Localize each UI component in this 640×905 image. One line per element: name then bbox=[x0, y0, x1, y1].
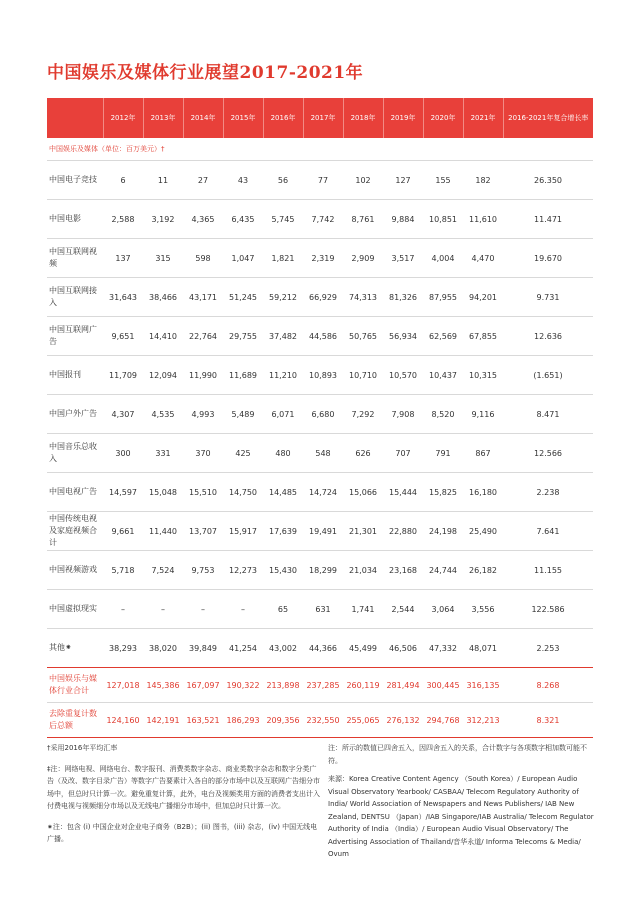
value-cell: 10,710 bbox=[343, 356, 383, 395]
row-label: 中国报刊 bbox=[47, 356, 103, 395]
header-cell: 2014年 bbox=[183, 98, 223, 138]
header-cell: 2020年 bbox=[423, 98, 463, 138]
row-label: 中国虚拟现实 bbox=[47, 590, 103, 629]
value-cell: 22,880 bbox=[383, 512, 423, 551]
row-label: 中国互联网广告 bbox=[47, 317, 103, 356]
value-cell: 19.670 bbox=[503, 239, 593, 278]
header-cell bbox=[47, 98, 103, 138]
value-cell: 12.636 bbox=[503, 317, 593, 356]
value-cell: 312,213 bbox=[463, 703, 503, 738]
value-cell: 5,718 bbox=[103, 551, 143, 590]
table-row bbox=[47, 161, 593, 200]
footnotes-right bbox=[328, 742, 596, 861]
value-cell: 127 bbox=[383, 161, 423, 200]
value-cell: 66,929 bbox=[303, 278, 343, 317]
row-label: 中国视频游戏 bbox=[47, 551, 103, 590]
value-cell: 59,212 bbox=[263, 278, 303, 317]
row-label: 中国户外广告 bbox=[47, 395, 103, 434]
value-cell: 3,064 bbox=[423, 590, 463, 629]
table-row bbox=[47, 629, 593, 668]
value-cell: 9,651 bbox=[103, 317, 143, 356]
value-cell: 15,066 bbox=[343, 473, 383, 512]
value-cell: 7,292 bbox=[343, 395, 383, 434]
footnote: †采用2016年平均汇率 bbox=[47, 744, 118, 752]
value-cell: 4,365 bbox=[183, 200, 223, 239]
value-cell: 19,491 bbox=[303, 512, 343, 551]
value-cell: 10,851 bbox=[423, 200, 463, 239]
value-cell: 791 bbox=[423, 434, 463, 473]
value-cell: 11.155 bbox=[503, 551, 593, 590]
value-cell: 11 bbox=[143, 161, 183, 200]
table-row bbox=[47, 395, 593, 434]
value-cell: 8.471 bbox=[503, 395, 593, 434]
value-cell: 46,506 bbox=[383, 629, 423, 668]
value-cell: 276,132 bbox=[383, 703, 423, 738]
value-cell: 26.350 bbox=[503, 161, 593, 200]
value-cell: 15,510 bbox=[183, 473, 223, 512]
total-row bbox=[47, 668, 593, 703]
value-cell: 14,750 bbox=[223, 473, 263, 512]
value-cell: 14,597 bbox=[103, 473, 143, 512]
value-cell: 11,210 bbox=[263, 356, 303, 395]
value-cell: 232,550 bbox=[303, 703, 343, 738]
value-cell: 122.586 bbox=[503, 590, 593, 629]
row-label: 中国电子竞技 bbox=[47, 161, 103, 200]
value-cell: 3,192 bbox=[143, 200, 183, 239]
value-cell: 2,588 bbox=[103, 200, 143, 239]
value-cell: 14,485 bbox=[263, 473, 303, 512]
value-cell: 56 bbox=[263, 161, 303, 200]
value-cell: 65 bbox=[263, 590, 303, 629]
table-row bbox=[47, 434, 593, 473]
value-cell: 8,761 bbox=[343, 200, 383, 239]
footnote: ⁕注：包含 (i) 中国企业对企业电子商务（B2B）；(ii) 图书，(iii) 杂志，(iv) 中国无线电广播。 bbox=[47, 822, 318, 843]
footnote: 注：所示的数值已四舍五入，因四舍五入的关系，合计数字与各项数字相加数可能不符。 bbox=[328, 744, 587, 765]
value-cell: 15,444 bbox=[383, 473, 423, 512]
value-cell: 4,535 bbox=[143, 395, 183, 434]
table-row bbox=[47, 356, 593, 395]
value-cell: (1.651) bbox=[503, 356, 593, 395]
value-cell: 22,764 bbox=[183, 317, 223, 356]
value-cell: 14,410 bbox=[143, 317, 183, 356]
header-cell: 2019年 bbox=[383, 98, 423, 138]
value-cell: 9,753 bbox=[183, 551, 223, 590]
table-header-row bbox=[47, 98, 593, 138]
value-cell: 12.566 bbox=[503, 434, 593, 473]
value-cell: 2.253 bbox=[503, 629, 593, 668]
value-cell: 2,909 bbox=[343, 239, 383, 278]
media-forecast-table bbox=[47, 98, 593, 738]
value-cell: 8,520 bbox=[423, 395, 463, 434]
value-cell: 10,570 bbox=[383, 356, 423, 395]
footnote: ‡注：网络电视、网络电台、数字报刊、消费类数字杂志、商业类数字杂志和数字分类广告（及改、数字目录广告）等数字广告要素计入各自的部分市场中以及互联网广告细分市场中，但总时只计算一次。避免重复计算，此外，电台及视频类用方面的消费者支出计入付费电视与视频细分市场以及无线电广播细分市场中，但加总时只计算一次。 bbox=[47, 764, 320, 810]
value-cell: 2.238 bbox=[503, 473, 593, 512]
value-cell: 43,002 bbox=[263, 629, 303, 668]
value-cell: 145,386 bbox=[143, 668, 183, 703]
value-cell: 5,489 bbox=[223, 395, 263, 434]
value-cell: 38,020 bbox=[143, 629, 183, 668]
value-cell: 21,301 bbox=[343, 512, 383, 551]
value-cell: 137 bbox=[103, 239, 143, 278]
value-cell: – bbox=[223, 590, 263, 629]
value-cell: – bbox=[183, 590, 223, 629]
value-cell: 102 bbox=[343, 161, 383, 200]
value-cell: 142,191 bbox=[143, 703, 183, 738]
value-cell: 11,610 bbox=[463, 200, 503, 239]
value-cell: 213,898 bbox=[263, 668, 303, 703]
value-cell: 12,094 bbox=[143, 356, 183, 395]
footnote: 来源：Korea Creative Content Agency （South Korea）/ European Audio Visual Observatory Yearbook/ CASBAA/ Telecom Regulatory Authority of India/ World Association of Newspapers and News Publishers/ IAB New Zealand, DENTSU （Japan）/IAB Singapore/IAB Australia/ Telecom Regulator Authority of India （India）/ European Audio Visual Observatory/ The Advertising Association of Thailand/音华永道/ Informa Telecoms & Media/ Ovum bbox=[328, 775, 594, 858]
value-cell: 8.268 bbox=[503, 668, 593, 703]
value-cell: 24,744 bbox=[423, 551, 463, 590]
value-cell: 9,116 bbox=[463, 395, 503, 434]
value-cell: 14,724 bbox=[303, 473, 343, 512]
value-cell: 155 bbox=[423, 161, 463, 200]
value-cell: 9.731 bbox=[503, 278, 593, 317]
value-cell: 5,745 bbox=[263, 200, 303, 239]
row-label: 中国电影 bbox=[47, 200, 103, 239]
value-cell: 11,689 bbox=[223, 356, 263, 395]
header-cell: 2015年 bbox=[223, 98, 263, 138]
value-cell: 190,322 bbox=[223, 668, 263, 703]
value-cell: 6,071 bbox=[263, 395, 303, 434]
value-cell: 8.321 bbox=[503, 703, 593, 738]
value-cell: 6,435 bbox=[223, 200, 263, 239]
value-cell: 4,470 bbox=[463, 239, 503, 278]
table-row bbox=[47, 278, 593, 317]
value-cell: 7,524 bbox=[143, 551, 183, 590]
value-cell: 45,499 bbox=[343, 629, 383, 668]
value-cell: 260,119 bbox=[343, 668, 383, 703]
row-label: 中国音乐总收入 bbox=[47, 434, 103, 473]
value-cell: 15,048 bbox=[143, 473, 183, 512]
value-cell: 127,018 bbox=[103, 668, 143, 703]
table-row bbox=[47, 317, 593, 356]
table-row bbox=[47, 512, 593, 551]
value-cell: 315 bbox=[143, 239, 183, 278]
header-cell: 2021年 bbox=[463, 98, 503, 138]
value-cell: 81,326 bbox=[383, 278, 423, 317]
value-cell: 77 bbox=[303, 161, 343, 200]
section-row bbox=[47, 138, 593, 161]
value-cell: 51,245 bbox=[223, 278, 263, 317]
value-cell: 867 bbox=[463, 434, 503, 473]
row-label: 中国互联网视频 bbox=[47, 239, 103, 278]
value-cell: 124,160 bbox=[103, 703, 143, 738]
value-cell: 2,544 bbox=[383, 590, 423, 629]
value-cell: 237,285 bbox=[303, 668, 343, 703]
table-row bbox=[47, 200, 593, 239]
value-cell: 6,680 bbox=[303, 395, 343, 434]
value-cell: 255,065 bbox=[343, 703, 383, 738]
value-cell: 598 bbox=[183, 239, 223, 278]
header-cell: 2016-2021年复合增长率 bbox=[503, 98, 593, 138]
value-cell: 27 bbox=[183, 161, 223, 200]
value-cell: – bbox=[143, 590, 183, 629]
value-cell: 37,482 bbox=[263, 317, 303, 356]
header-cell: 2012年 bbox=[103, 98, 143, 138]
value-cell: 38,466 bbox=[143, 278, 183, 317]
value-cell: 10,893 bbox=[303, 356, 343, 395]
value-cell: 48,071 bbox=[463, 629, 503, 668]
value-cell: 18,299 bbox=[303, 551, 343, 590]
header-cell: 2013年 bbox=[143, 98, 183, 138]
value-cell: 316,135 bbox=[463, 668, 503, 703]
value-cell: 1,741 bbox=[343, 590, 383, 629]
value-cell: 9,884 bbox=[383, 200, 423, 239]
value-cell: 167,097 bbox=[183, 668, 223, 703]
value-cell: 29,755 bbox=[223, 317, 263, 356]
value-cell: 62,569 bbox=[423, 317, 463, 356]
value-cell: 56,934 bbox=[383, 317, 423, 356]
value-cell: 38,293 bbox=[103, 629, 143, 668]
value-cell: 44,586 bbox=[303, 317, 343, 356]
value-cell: 626 bbox=[343, 434, 383, 473]
value-cell: 25,490 bbox=[463, 512, 503, 551]
value-cell: 17,639 bbox=[263, 512, 303, 551]
value-cell: 3,517 bbox=[383, 239, 423, 278]
header-cell: 2018年 bbox=[343, 98, 383, 138]
value-cell: 331 bbox=[143, 434, 183, 473]
row-label: 中国互联网接入 bbox=[47, 278, 103, 317]
value-cell: 7,908 bbox=[383, 395, 423, 434]
header-cell: 2016年 bbox=[263, 98, 303, 138]
section-label: 中国娱乐及媒体（单位：百万美元）† bbox=[49, 145, 165, 153]
value-cell: 16,180 bbox=[463, 473, 503, 512]
value-cell: 425 bbox=[223, 434, 263, 473]
value-cell: 4,993 bbox=[183, 395, 223, 434]
value-cell: 21,034 bbox=[343, 551, 383, 590]
value-cell: – bbox=[103, 590, 143, 629]
value-cell: 7,742 bbox=[303, 200, 343, 239]
value-cell: 87,955 bbox=[423, 278, 463, 317]
page-title: 中国娱乐及媒体行业展望2017-2021年 bbox=[47, 63, 364, 83]
value-cell: 548 bbox=[303, 434, 343, 473]
value-cell: 2,319 bbox=[303, 239, 343, 278]
value-cell: 67,855 bbox=[463, 317, 503, 356]
value-cell: 10,437 bbox=[423, 356, 463, 395]
value-cell: 11,990 bbox=[183, 356, 223, 395]
value-cell: 707 bbox=[383, 434, 423, 473]
value-cell: 26,182 bbox=[463, 551, 503, 590]
table-row bbox=[47, 239, 593, 278]
value-cell: 10,315 bbox=[463, 356, 503, 395]
value-cell: 4,307 bbox=[103, 395, 143, 434]
header-cell: 2017年 bbox=[303, 98, 343, 138]
total-row bbox=[47, 703, 593, 738]
value-cell: 15,430 bbox=[263, 551, 303, 590]
value-cell: 294,768 bbox=[423, 703, 463, 738]
row-label: 其他⁕ bbox=[47, 629, 103, 668]
value-cell: 300 bbox=[103, 434, 143, 473]
value-cell: 631 bbox=[303, 590, 343, 629]
value-cell: 300,445 bbox=[423, 668, 463, 703]
value-cell: 209,356 bbox=[263, 703, 303, 738]
footnotes-left bbox=[47, 742, 322, 846]
value-cell: 24,198 bbox=[423, 512, 463, 551]
value-cell: 1,047 bbox=[223, 239, 263, 278]
value-cell: 11.471 bbox=[503, 200, 593, 239]
value-cell: 74,313 bbox=[343, 278, 383, 317]
value-cell: 12,273 bbox=[223, 551, 263, 590]
value-cell: 6 bbox=[103, 161, 143, 200]
value-cell: 15,917 bbox=[223, 512, 263, 551]
value-cell: 13,707 bbox=[183, 512, 223, 551]
value-cell: 43 bbox=[223, 161, 263, 200]
value-cell: 7.641 bbox=[503, 512, 593, 551]
value-cell: 41,254 bbox=[223, 629, 263, 668]
value-cell: 31,643 bbox=[103, 278, 143, 317]
value-cell: 15,825 bbox=[423, 473, 463, 512]
value-cell: 163,521 bbox=[183, 703, 223, 738]
value-cell: 43,171 bbox=[183, 278, 223, 317]
value-cell: 11,709 bbox=[103, 356, 143, 395]
value-cell: 480 bbox=[263, 434, 303, 473]
table-row bbox=[47, 473, 593, 512]
value-cell: 3,556 bbox=[463, 590, 503, 629]
row-label: 去除重复计数后总额 bbox=[47, 703, 103, 738]
value-cell: 39,849 bbox=[183, 629, 223, 668]
value-cell: 11,440 bbox=[143, 512, 183, 551]
value-cell: 94,201 bbox=[463, 278, 503, 317]
value-cell: 23,168 bbox=[383, 551, 423, 590]
value-cell: 50,765 bbox=[343, 317, 383, 356]
row-label: 中国电视广告 bbox=[47, 473, 103, 512]
value-cell: 1,821 bbox=[263, 239, 303, 278]
value-cell: 9,661 bbox=[103, 512, 143, 551]
value-cell: 44,366 bbox=[303, 629, 343, 668]
value-cell: 281,494 bbox=[383, 668, 423, 703]
row-label: 中国娱乐与媒体行业合计 bbox=[47, 668, 103, 703]
value-cell: 4,004 bbox=[423, 239, 463, 278]
value-cell: 370 bbox=[183, 434, 223, 473]
value-cell: 186,293 bbox=[223, 703, 263, 738]
table-row bbox=[47, 551, 593, 590]
value-cell: 182 bbox=[463, 161, 503, 200]
table-row bbox=[47, 590, 593, 629]
value-cell: 47,332 bbox=[423, 629, 463, 668]
row-label: 中国传统电视及家庭视频合计 bbox=[47, 512, 103, 551]
